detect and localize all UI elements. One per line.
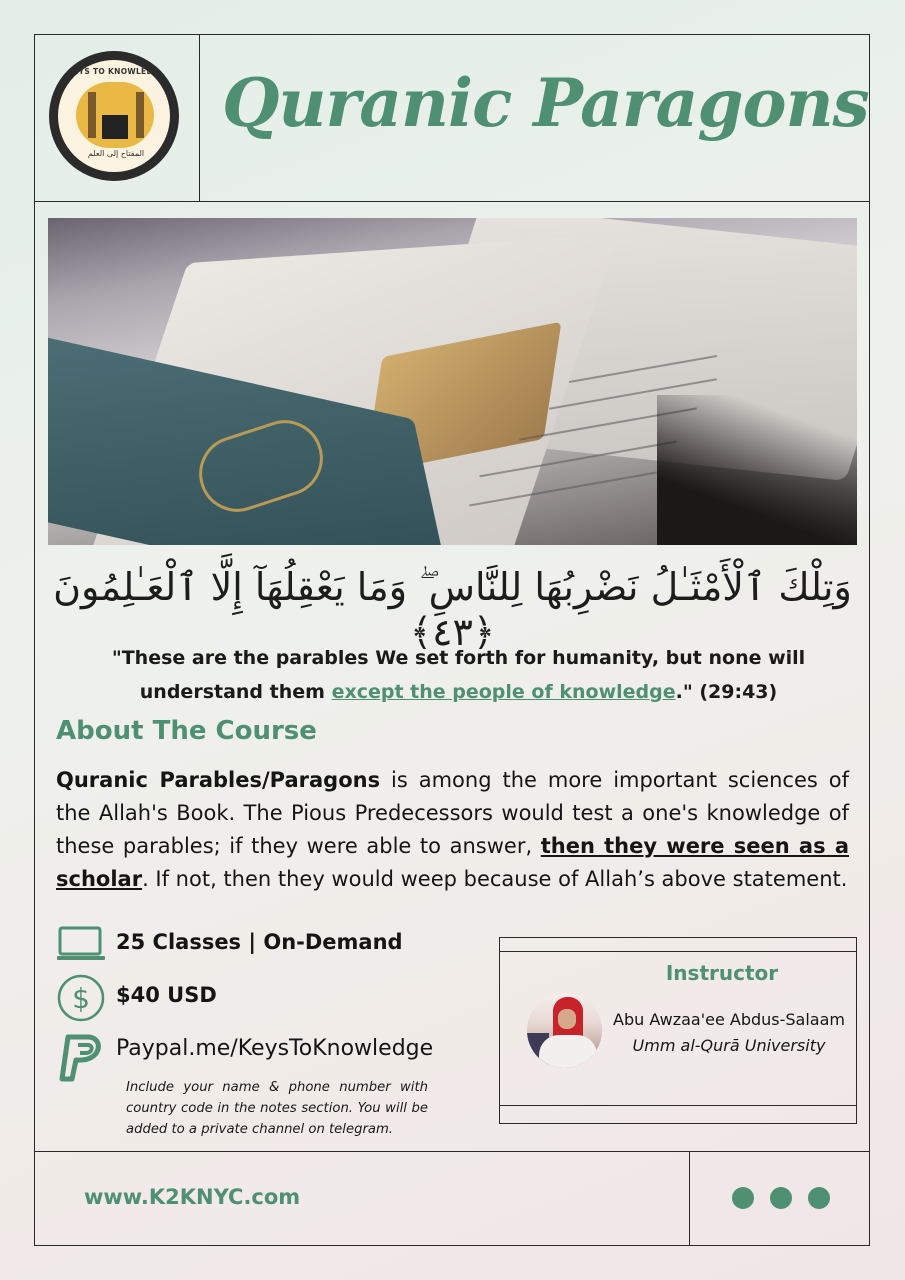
dot-2 <box>770 1187 792 1209</box>
svg-text:$: $ <box>72 982 90 1015</box>
paypal-icon <box>56 1033 106 1085</box>
website-link[interactable]: www.K2KNYC.com <box>84 1185 301 1209</box>
quran-photo <box>48 218 857 545</box>
paypal-link[interactable]: Paypal.me/KeysToKnowledge <box>116 1036 434 1061</box>
about-heading: About The Course <box>56 716 317 746</box>
payment-note: Include your name & phone number with country code in the notes section. You will be added to a private channel on telegram. <box>126 1080 428 1137</box>
arabic-verse: وَتِلْكَ ٱلْأَمْثَـٰلُ نَضْرِبُهَا لِلنَّاسِ ۖ وَمَا يَعْقِلُهَآ إِلَّا ٱلْعَـٰلِمُونَ ﴿٤٣﴾ <box>53 565 852 654</box>
price-info: $40 USD <box>116 983 217 1007</box>
logo-top-text: KEYS TO KNOWLEDGE <box>67 67 165 76</box>
dot-1 <box>732 1187 754 1209</box>
instructor-name: Abu Awzaa'ee Abdus-Salaam <box>613 1010 845 1029</box>
about-underlined: then they were seen as a scholar <box>56 834 849 891</box>
dot-3 <box>808 1187 830 1209</box>
quote-highlight: except the people of knowledge <box>331 681 676 703</box>
header-vertical-divider <box>199 34 200 202</box>
page-title: Quranic Paragons <box>222 64 869 142</box>
instructor-university: Umm al-Qurā University <box>632 1036 826 1055</box>
instructor-avatar <box>527 993 602 1068</box>
keys-to-knowledge-logo <box>49 51 179 181</box>
footer-vertical-divider <box>689 1151 690 1246</box>
about-text-1: is among the more important sciences of the Allah's Book. The Pious Predecessors would test a one's knowledge of these parables; if they were able to answer, <box>56 768 849 858</box>
about-lead: Quranic Parables/Paragons <box>56 768 381 792</box>
classes-info: 25 Classes | On-Demand <box>116 930 403 954</box>
dollar-icon <box>56 973 106 1023</box>
logo-bottom-text: المفتاح إلى العلم <box>87 149 145 158</box>
footer-divider <box>34 1151 870 1152</box>
verse-translation <box>60 641 857 709</box>
header-divider <box>34 201 870 202</box>
kaaba-icon <box>102 115 128 139</box>
verse-reference: (29:43) <box>692 681 778 703</box>
laptop-icon <box>56 925 106 963</box>
about-paragraph <box>56 764 849 896</box>
instructor-heading: Instructor <box>665 961 779 985</box>
quote-text: "These are the parables We set forth for humanity, but none will understand them <box>111 647 806 703</box>
about-text-2: . If not, then they would weep because of Allah’s above statement. <box>142 867 848 891</box>
quote-end: ." <box>675 681 693 703</box>
